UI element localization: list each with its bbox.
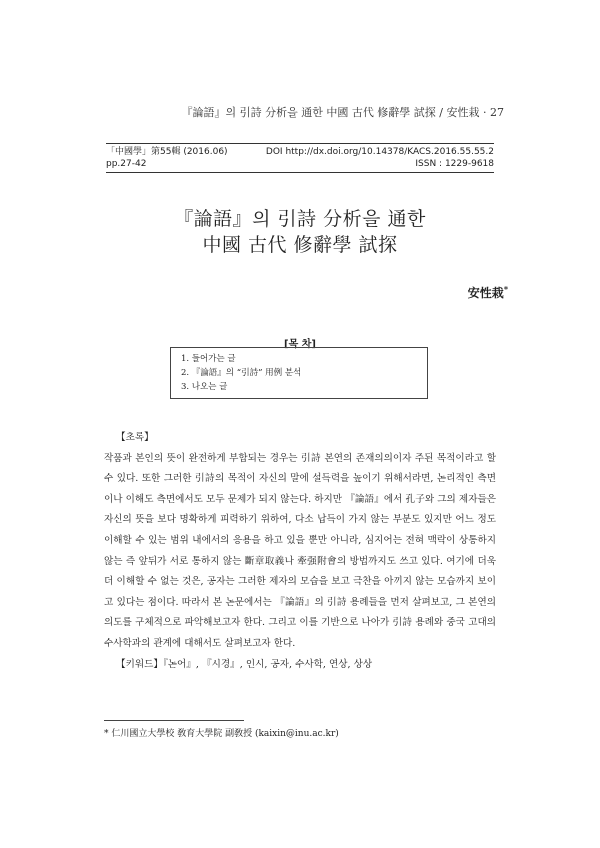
toc-item[interactable]: 1. 들어가는 글 <box>181 354 236 364</box>
doi-link[interactable]: DOI http://dx.doi.org/10.14378/KACS.2016.55.55.2 <box>265 147 494 157</box>
running-head: 『論語』의 引詩 分析을 通한 中國 古代 修辭學 試探 / 安性栽 · 27 <box>181 106 504 119</box>
title-line-2: 中國 古代 修辭學 試探 <box>202 234 398 256</box>
toc-item[interactable]: 2. 『論語』의 “引詩” 用例 분석 <box>181 368 302 378</box>
author-footnote-mark: * <box>503 284 508 294</box>
title-line-1: 『論語』의 引詩 分析을 通한 <box>174 208 426 230</box>
abstract-heading: 【초록】 <box>116 432 154 443</box>
keywords: 【키워드】『논어』, 『시경』, 인시, 공자, 수사학, 연상, 상상 <box>116 658 373 670</box>
issn: ISSN : 1229-9618 <box>415 159 494 169</box>
abstract <box>104 428 496 675</box>
paper-title <box>0 206 600 258</box>
author-name: 安性栽 <box>467 286 504 300</box>
author-footnote: * 仁川國立大學校 敎育大學院 副敎授 (kaixin@inu.ac.kr) <box>104 729 339 739</box>
author <box>468 284 508 301</box>
journal-info: 「中國學」第55輯 (2016.06) <box>106 147 228 157</box>
page-range: pp.27-42 <box>106 159 147 169</box>
table-of-contents <box>170 347 428 399</box>
toc-item[interactable]: 3. 나오는 글 <box>181 382 228 392</box>
toc-label: [목 차] <box>284 339 316 350</box>
abstract-body: 작품과 본인의 뜻이 완전하게 부합되는 경우는 引詩 본연의 존재의의이자 주된 목적이라고 할 수 있다. 또한 그러한 引詩의 목적이 자신의 말에 설득력을 높이기 위해서라면, 논리적인 측면이나 이해도 측면에서도 모두 문제가 되지 않는다. 하지만 『論語』에서 孔子와 그의 제자들은 자신의 뜻을 보다 명확하게 피력하기 위하여, 다소 납득이 가지 않는 부분도 있지만 어느 정도 이해할 수 있는 범위 내에서의 응용을 하고 있을 뿐만 아니라, 심지어는 전혀 맥락이 상통하지 않는 즉 앞뒤가 서로 통하지 않는 斷章取義나 牽强附會의 방법까지도 쓰고 있다. 여기에 더욱 더 이해할 수 없는 것은, 공자는 그러한 제자의 모습을 보고 극찬을 아끼지 않는 모습까지 보이고 있다는 점이다. 따라서 본 논문에서는 『論語』의 引詩 용례들을 먼저 살펴보고, 그 본연의 의도를 구체적으로 파악해보고자 한다. 그리고 이를 기반으로 나아가 引詩 용례와 중국 고대의 수사학과의 관계에 대해서도 살펴보고자 한다. <box>104 452 496 649</box>
footnote-divider <box>104 720 244 721</box>
article-metadata <box>106 143 494 173</box>
